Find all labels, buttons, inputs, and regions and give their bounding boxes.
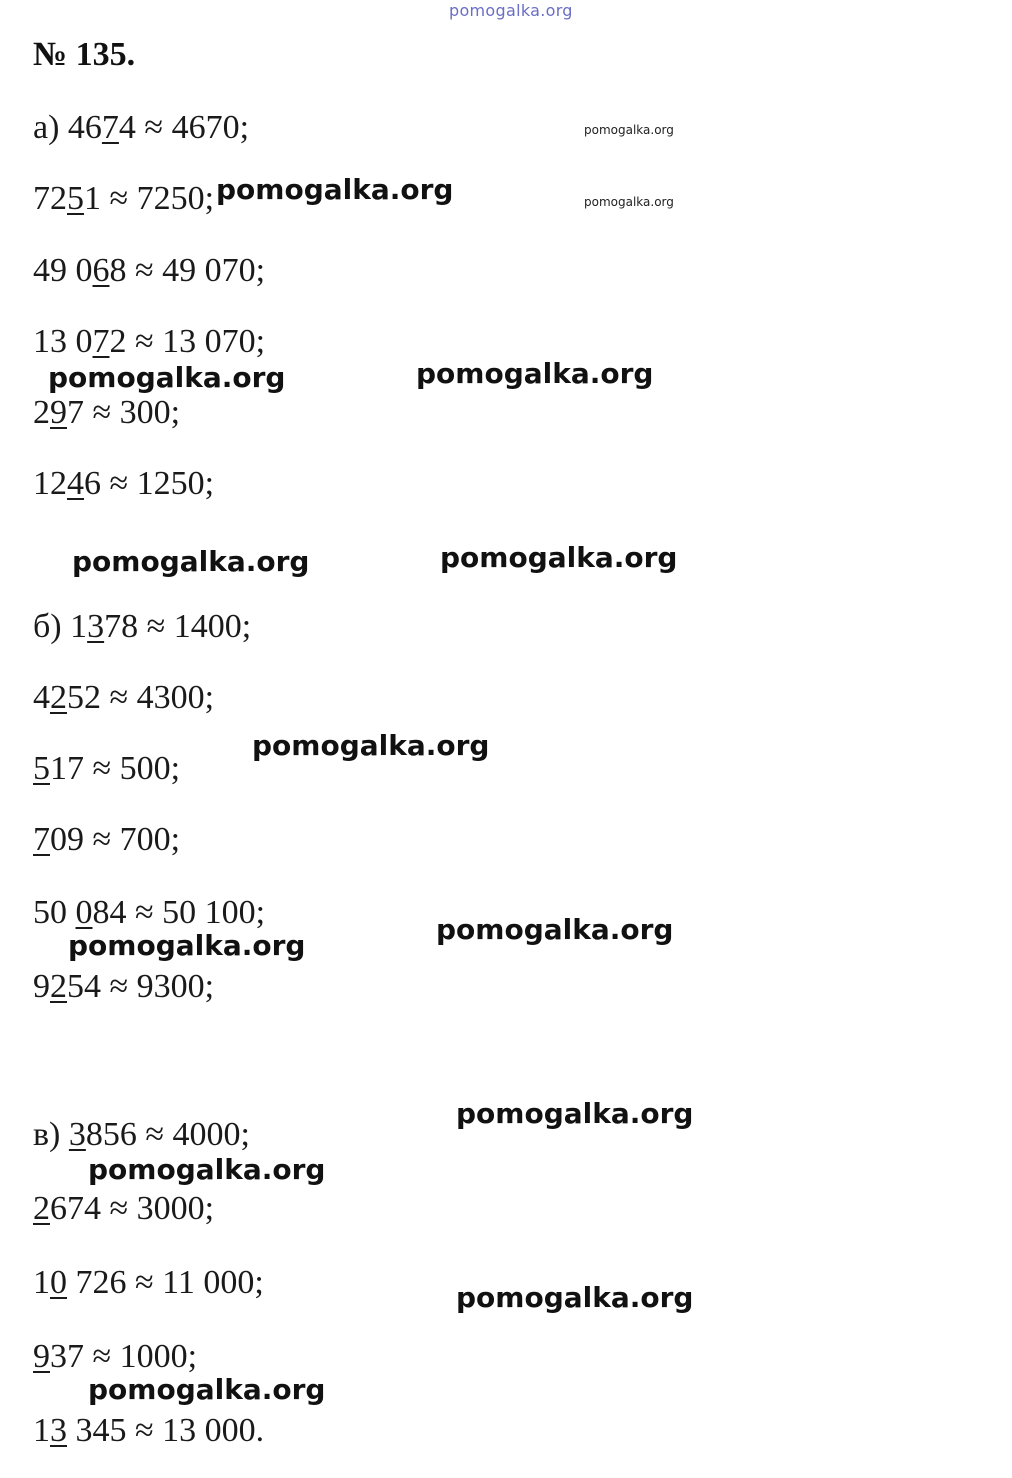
exercise-title: № 135. [33, 36, 136, 73]
solution-line: 49 068 ≈ 49 070; [33, 252, 266, 289]
solution-line: 50 084 ≈ 50 100; [33, 894, 266, 931]
watermark: pomogalka.org [440, 541, 678, 574]
watermark: pomogalka.org [584, 123, 674, 137]
solution-line: б) 1378 ≈ 1400; [33, 608, 252, 645]
solution-line: 9254 ≈ 9300; [33, 968, 215, 1005]
solution-line: 13 072 ≈ 13 070; [33, 323, 266, 360]
watermark: pomogalka.org [436, 913, 674, 946]
watermark: pomogalka.org [456, 1097, 694, 1130]
watermark: pomogalka.org [216, 173, 454, 206]
solution-line: 10 726 ≈ 11 000; [33, 1264, 264, 1301]
solution-line: 7251 ≈ 7250; [33, 180, 215, 217]
solution-line: 1246 ≈ 1250; [33, 465, 215, 502]
watermark: pomogalka.org [252, 729, 490, 762]
watermark-top: pomogalka.org [449, 1, 573, 20]
solution-line: 13 345 ≈ 13 000. [33, 1412, 265, 1449]
watermark: pomogalka.org [88, 1153, 326, 1186]
solution-line: 517 ≈ 500; [33, 750, 181, 787]
watermark: pomogalka.org [88, 1373, 326, 1406]
watermark: pomogalka.org [456, 1281, 694, 1314]
solution-line: 937 ≈ 1000; [33, 1338, 198, 1375]
watermark: pomogalka.org [416, 357, 654, 390]
solution-line: 4252 ≈ 4300; [33, 679, 215, 716]
solution-line: в) 3856 ≈ 4000; [33, 1116, 250, 1153]
solution-line: 2674 ≈ 3000; [33, 1190, 215, 1227]
solution-line: 709 ≈ 700; [33, 821, 181, 858]
solution-line: а) 4674 ≈ 4670; [33, 109, 250, 146]
solution-line: 297 ≈ 300; [33, 394, 181, 431]
watermark: pomogalka.org [48, 361, 286, 394]
watermark: pomogalka.org [72, 545, 310, 578]
watermark: pomogalka.org [584, 195, 674, 209]
watermark: pomogalka.org [68, 929, 306, 962]
